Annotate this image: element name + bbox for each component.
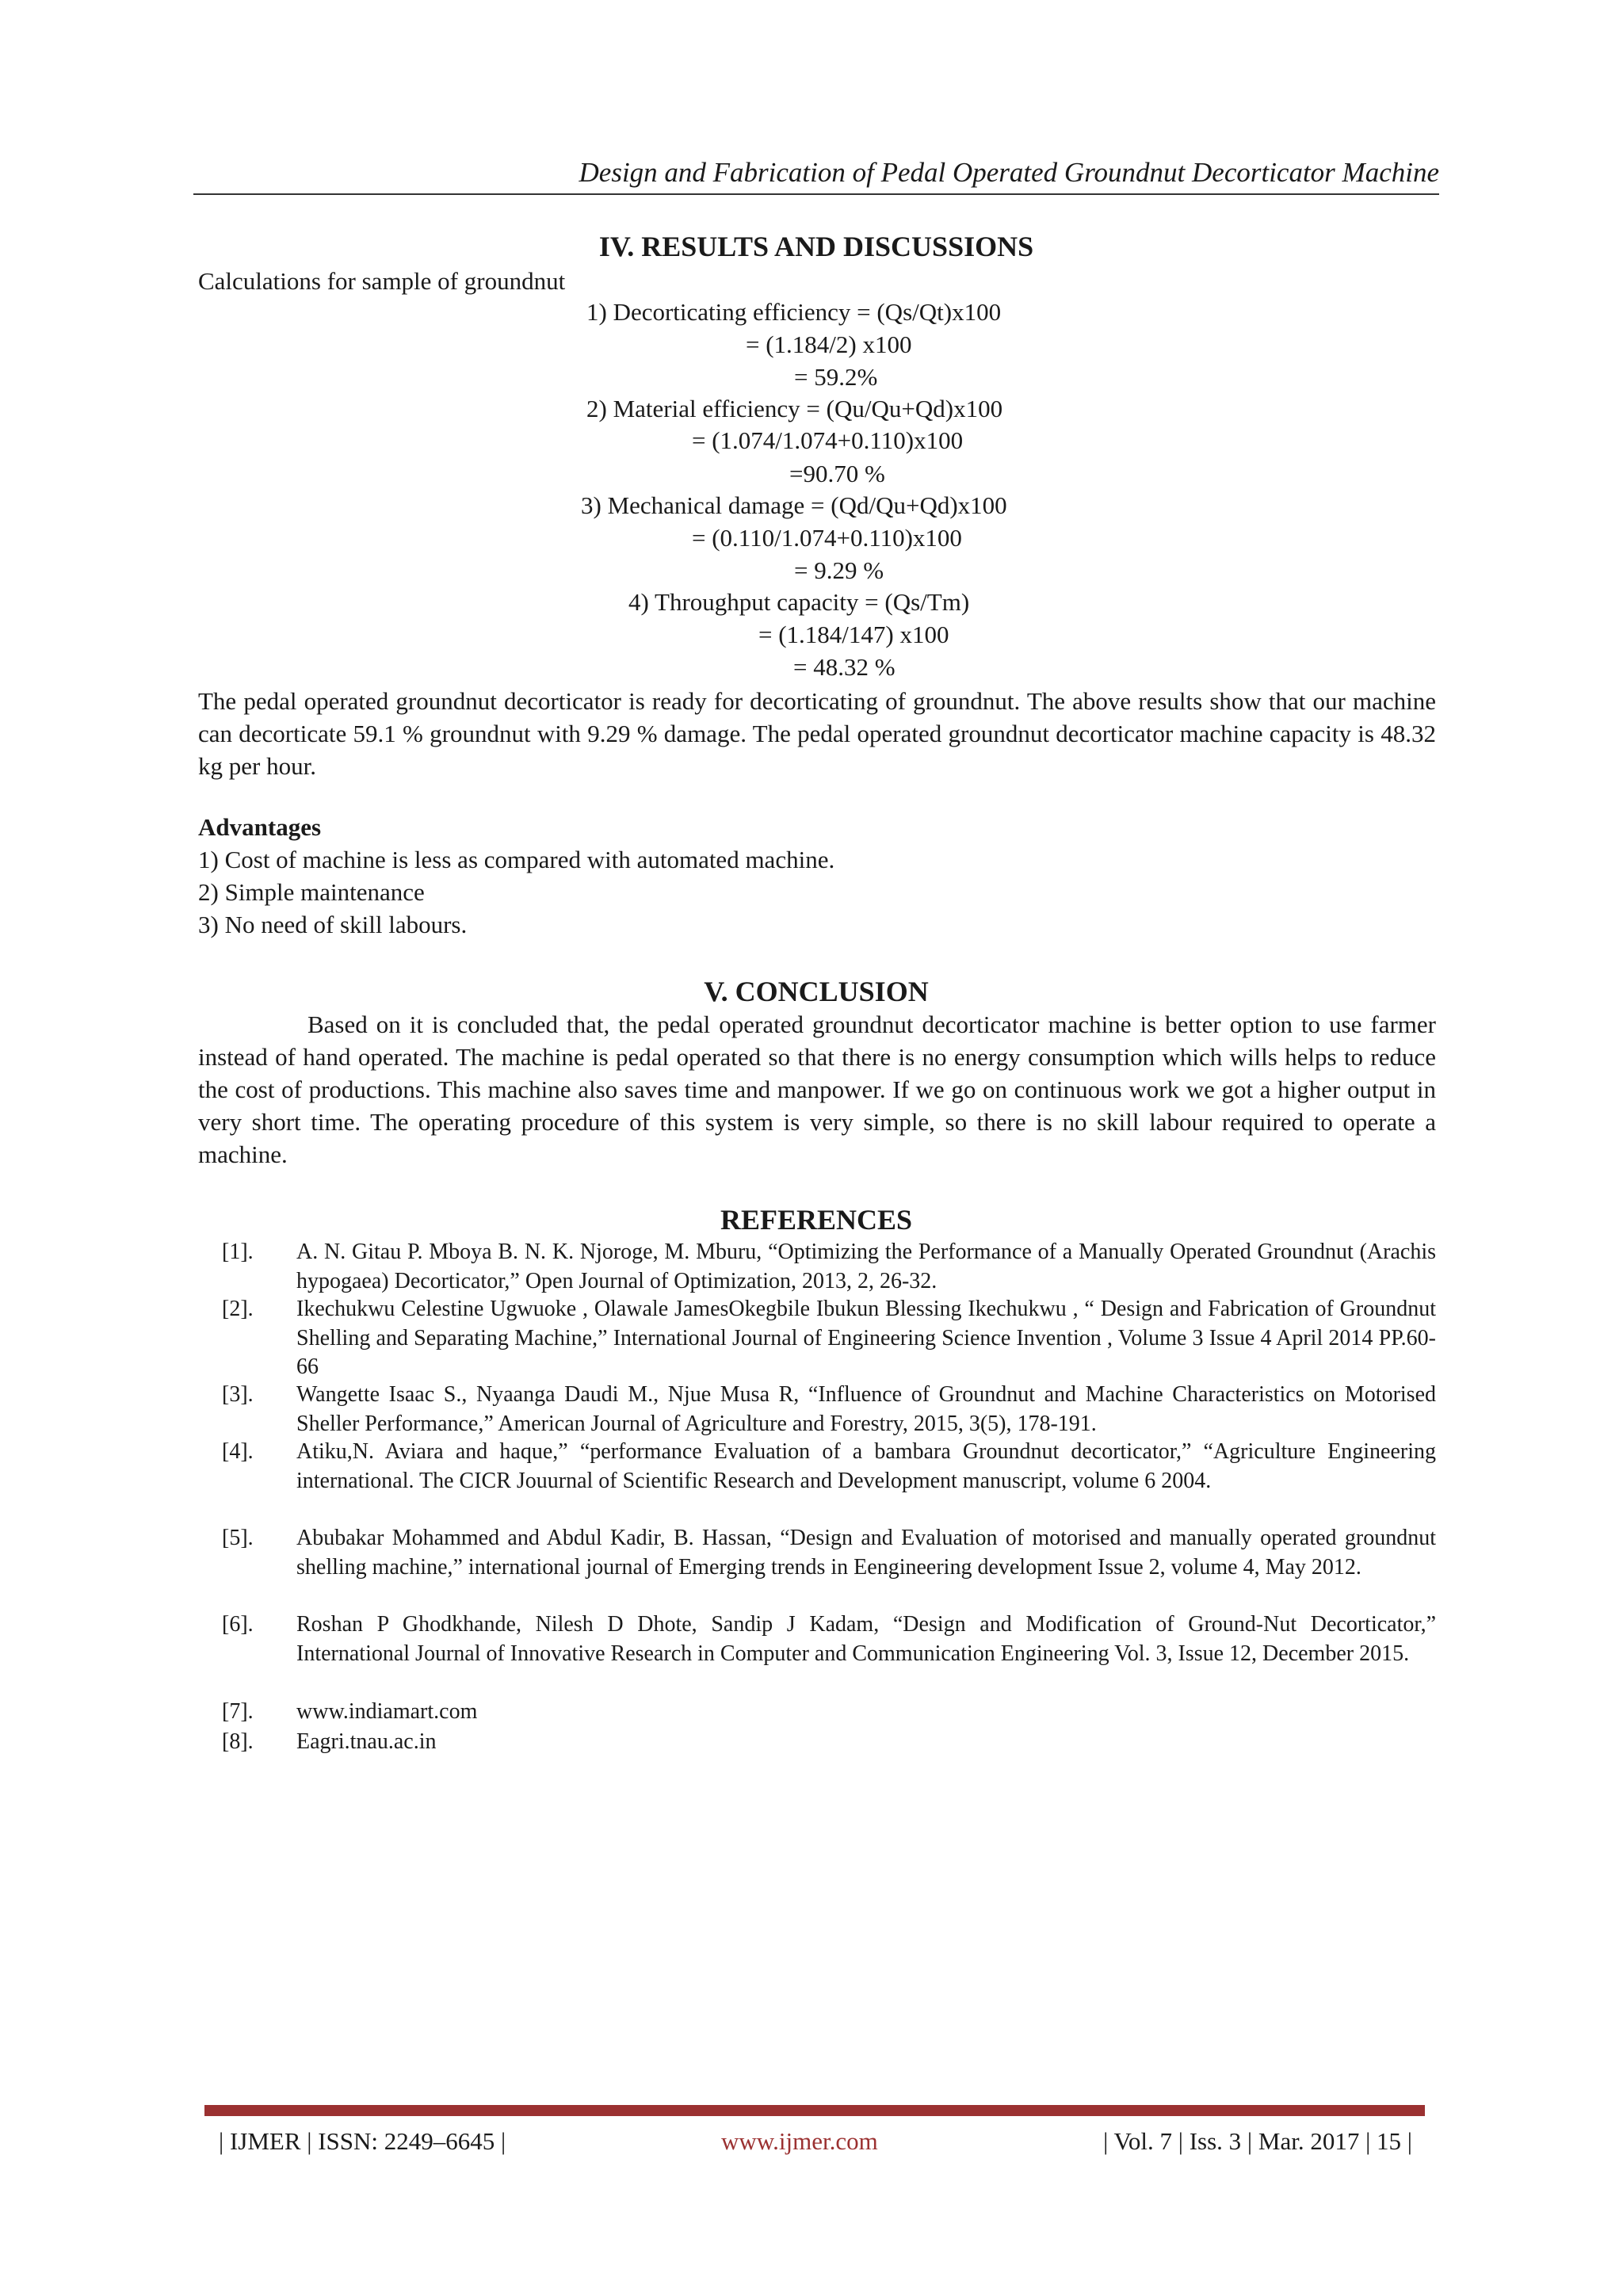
conclusion-heading: V. CONCLUSION (704, 976, 929, 1007)
results-heading: IV. RESULTS AND DISCUSSIONS (598, 231, 1034, 262)
reference-number: [1]. (222, 1240, 254, 1264)
reference-text: Wangette Isaac S., Nyaanga Daudi M., Njue Musa R, “Influence of Groundnut and Machine Characteristics on Motorised Sheller Performance,” American Journal of Agriculture and Forestry, 2015, 3(5), 178-191. (296, 1382, 1436, 1436)
reference-item (222, 1524, 1436, 1582)
reference-link[interactable]: Eagri.tnau.ac.in (296, 1729, 437, 1754)
reference-item (222, 1698, 1436, 1727)
advantages-title: Advantages (198, 813, 322, 841)
advantage-item: 3) No need of skill labours. (198, 911, 468, 938)
calc-line: = 48.32 % (793, 653, 896, 681)
conclusion-text: Based on it is concluded that, the pedal operated groundnut decorticator machine is better option to use farmer instead of hand operated. The machine is pedal operated so that there is no energy consumption which wills helps to reduce the cost of productions. This machine also saves time and manpower. If we go on continuous work we got a higher output in very short time. The operating procedure of this system is very simple, so there is no skill labour required to operate a machine. (198, 1010, 1436, 1168)
reference-text: A. N. Gitau P. Mboya B. N. K. Njoroge, M. Mburu, “Optimizing the Performance of a Manually Operated Groundnut (Arachis hypogaea) Decorticator,” Open Journal of Optimization, 2013, 2, 26-32. (296, 1240, 1436, 1293)
reference-number: [3]. (222, 1382, 254, 1407)
advantage-item: 1) Cost of machine is less as compared with automated machine. (198, 846, 835, 873)
calc-line: 4) Throughput capacity = (Qs/Tm) (628, 588, 970, 616)
references-heading: REFERENCES (720, 1204, 913, 1236)
reference-number: [2]. (222, 1297, 254, 1321)
reference-number: [8]. (222, 1729, 254, 1754)
reference-item (222, 1238, 1436, 1296)
advantage-item: 2) Simple maintenance (198, 878, 425, 906)
reference-item (222, 1295, 1436, 1382)
reference-item (222, 1438, 1436, 1496)
reference-text: Ikechukwu Celestine Ugwuoke , Olawale JamesOkegbile Ibukun Blessing Ikechukwu , “ Design and Fabrication of Groundnut Shelling and Separating Machine,” International Journal of Engineering Science Invention , Volume 3 Issue 4 April 2014 PP.60-66 (296, 1297, 1436, 1379)
calc-line: 1) Decorticating efficiency = (Qs/Qt)x100 (586, 298, 1002, 326)
results-summary: The pedal operated groundnut decorticator is ready for decorticating of groundnut. The above results show that our machine can decorticate 59.1 % groundnut with 9.29 % damage. The pedal operated groundnut decorticator machine capacity is 48.32 kg per hour. (198, 687, 1436, 780)
reference-text: Roshan P Ghodkhande, Nilesh D Dhote, Sandip J Kadam, “Design and Modification of Ground-Nut Decorticator,” International Journal of Innovative Research in Computer and Communication Engineering Vol. 3, Issue 12, December 2015. (296, 1612, 1436, 1666)
reference-link[interactable]: www.indiamart.com (296, 1699, 478, 1724)
footer-issue-info: | Vol. 7 | Iss. 3 | Mar. 2017 | 15 | (1103, 2127, 1412, 2155)
header-rule (193, 193, 1439, 195)
reference-text: Abubakar Mohammed and Abdul Kadir, B. Hassan, “Design and Evaluation of motorised and manually operated groundnut shelling machine,” international journal of Emerging trends in Eengineering development Issue 2, volume 4, May 2012. (296, 1526, 1436, 1580)
reference-number: [7]. (222, 1699, 254, 1724)
footer-bar (204, 2105, 1425, 2116)
calc-line: =90.70 % (789, 460, 885, 487)
calc-line: = 9.29 % (794, 556, 884, 584)
calc-line: = 59.2% (794, 363, 878, 391)
reference-text: Atiku,N. Aviara and haque,” “performance Evaluation of a bambara Groundnut decorticator,” “Agriculture Engineering international. The CICR Jouurnal of Scientific Research and Development manuscript, volume 6 2004. (296, 1439, 1436, 1493)
calc-line: = (1.184/147) x100 (758, 621, 949, 648)
reference-number: [6]. (222, 1612, 254, 1637)
reference-number: [5]. (222, 1526, 254, 1550)
footer-website-link[interactable]: www.ijmer.com (721, 2127, 878, 2155)
calc-line: = (0.110/1.074+0.110)x100 (692, 524, 962, 552)
footer-journal-info: | IJMER | ISSN: 2249–6645 | (219, 2127, 506, 2155)
reference-number: [4]. (222, 1439, 254, 1464)
running-header: Design and Fabrication of Pedal Operated Groundnut Decorticator Machine (579, 157, 1439, 188)
calc-line: = (1.184/2) x100 (746, 330, 912, 358)
calc-intro: Calculations for sample of groundnut (198, 267, 566, 295)
reference-item (222, 1728, 1436, 1757)
reference-item (222, 1610, 1436, 1668)
calc-line: 3) Mechanical damage = (Qd/Qu+Qd)x100 (581, 491, 1007, 519)
calc-line: = (1.074/1.074+0.110)x100 (692, 426, 964, 454)
calc-line: 2) Material efficiency = (Qu/Qu+Qd)x100 (586, 395, 1003, 422)
reference-item (222, 1381, 1436, 1438)
